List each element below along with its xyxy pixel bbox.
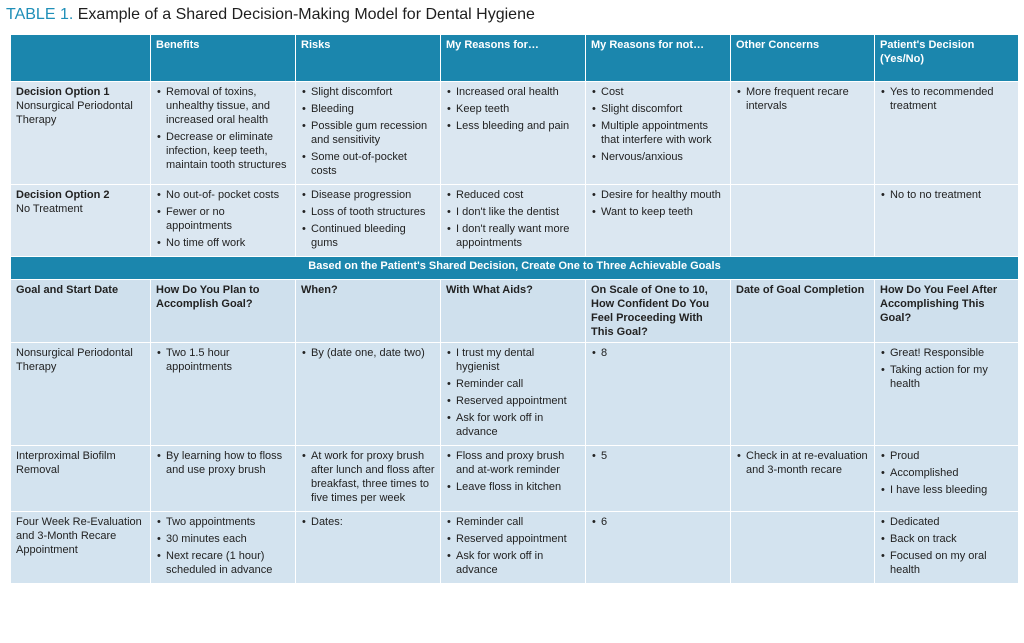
table-cell [151, 512, 296, 584]
bullet-item: • Ask for work off in advance [456, 411, 580, 439]
bullet-item: • Dates: [311, 515, 435, 529]
table-cell [875, 343, 1019, 446]
option-subtitle: No Treatment [16, 203, 83, 215]
bullet-list [301, 346, 435, 360]
goal-row [11, 446, 1019, 512]
goal-column-header: When? [296, 280, 441, 343]
bullet-item: • By (date one, date two) [311, 346, 435, 360]
bullet-item: • I trust my dental hygienist [456, 346, 580, 374]
decision-option-row [11, 185, 1019, 257]
column-header: My Reasons for… [441, 35, 586, 82]
table-title: Example of a Shared Decision-Making Model for Dental Hygiene [77, 6, 535, 23]
table-cell [296, 82, 441, 185]
bullet-item: • Fewer or no appointments [166, 205, 290, 233]
decision-table [10, 34, 1019, 584]
bullet-item: • No out-of- pocket costs [166, 188, 290, 202]
goals-banner-row [11, 257, 1019, 280]
goal-label: Four Week Re-Evaluation and 3-Month Recare Appointment [11, 512, 151, 584]
bullet-item: • Less bleeding and pain [456, 119, 580, 133]
bullet-list [156, 515, 290, 577]
table-cell [875, 82, 1019, 185]
decision-option-label [11, 185, 151, 257]
bullet-item: • Nervous/anxious [601, 150, 725, 164]
goal-label: Nonsurgical Periodontal Therapy [11, 343, 151, 446]
goal-column-header: Date of Goal Completion [731, 280, 875, 343]
bullet-item: • Loss of tooth structures [311, 205, 435, 219]
bullet-list [446, 449, 580, 494]
decision-option-label [11, 82, 151, 185]
table-cell [296, 343, 441, 446]
column-header: My Reasons for not… [586, 35, 731, 82]
bullet-item: • Taking action for my health [890, 363, 1013, 391]
column-header: Benefits [151, 35, 296, 82]
table-cell [731, 446, 875, 512]
bullet-item: • Two appointments [166, 515, 290, 529]
table-cell [296, 512, 441, 584]
bullet-item: • Next recare (1 hour) scheduled in advance [166, 549, 290, 577]
bullet-list [446, 346, 580, 439]
table-cell [441, 512, 586, 584]
bullet-item: • Dedicated [890, 515, 1013, 529]
bullet-item: • Some out-of-pocket costs [311, 150, 435, 178]
goal-column-header: Goal and Start Date [11, 280, 151, 343]
bullet-item: • 8 [601, 346, 725, 360]
bullet-item: • Desire for healthy mouth [601, 188, 725, 202]
bullet-list [591, 515, 725, 529]
table-cell [586, 185, 731, 257]
bullet-list [880, 346, 1013, 391]
table-cell [586, 512, 731, 584]
option-title: Decision Option 1 [16, 86, 110, 98]
goal-row [11, 343, 1019, 446]
bullet-item: • Slight discomfort [311, 85, 435, 99]
bullet-item: • I don't really want more appointments [456, 222, 580, 250]
bullet-item: • Reserved appointment [456, 394, 580, 408]
bullet-item: • Multiple appointments that interfere with work [601, 119, 725, 147]
table-cell [151, 343, 296, 446]
bullet-item: • Accomplished [890, 466, 1013, 480]
column-header: Patient's Decision (Yes/No) [875, 35, 1019, 82]
option-subtitle: Nonsurgical Periodontal Therapy [16, 100, 133, 126]
goals-banner: Based on the Patient's Shared Decision, Create One to Three Achievable Goals [11, 257, 1019, 280]
table-caption [6, 6, 535, 24]
bullet-item: • Check in at re-evaluation and 3-month recare [746, 449, 869, 477]
table-cell [296, 185, 441, 257]
bullet-item: • 6 [601, 515, 725, 529]
bullet-list [880, 85, 1013, 113]
bullet-item: • Proud [890, 449, 1013, 463]
bullet-item: • Two 1.5 hour appointments [166, 346, 290, 374]
table-cell [441, 185, 586, 257]
bullet-list [591, 188, 725, 219]
table-cell [731, 343, 875, 446]
bullet-item: • More frequent recare intervals [746, 85, 869, 113]
bullet-list [156, 85, 290, 172]
bullet-list [156, 346, 290, 374]
goal-column-header: With What Aids? [441, 280, 586, 343]
bullet-item: • Reduced cost [456, 188, 580, 202]
bullet-item: • Ask for work off in advance [456, 549, 580, 577]
table-cell [151, 185, 296, 257]
table-cell [731, 512, 875, 584]
goal-header-row [11, 280, 1019, 343]
goal-column-header: How Do You Plan to Accomplish Goal? [151, 280, 296, 343]
table-cell [441, 82, 586, 185]
table-cell [586, 82, 731, 185]
table-cell [875, 512, 1019, 584]
bullet-item: • I have less bleeding [890, 483, 1013, 497]
table-cell [151, 446, 296, 512]
option-title: Decision Option 2 [16, 189, 110, 201]
bullet-item: • Yes to recommended treatment [890, 85, 1013, 113]
table-cell [875, 446, 1019, 512]
table-cell [441, 446, 586, 512]
bullet-item: • Back on track [890, 532, 1013, 546]
column-header: Other Concerns [731, 35, 875, 82]
bullet-item: • Focused on my oral health [890, 549, 1013, 577]
bullet-list [591, 346, 725, 360]
table-number: TABLE 1. [6, 6, 74, 23]
bullet-item: • Removal of toxins, unhealthy tissue, and increased oral health [166, 85, 290, 127]
goal-row [11, 512, 1019, 584]
bullet-item: • No time off work [166, 236, 290, 250]
bullet-list [156, 188, 290, 250]
bullet-list [446, 85, 580, 133]
bullet-item: • Possible gum recession and sensitivity [311, 119, 435, 147]
bullet-item: • Great! Responsible [890, 346, 1013, 360]
decision-option-row [11, 82, 1019, 185]
table-cell [875, 185, 1019, 257]
bullet-list [736, 449, 869, 477]
bullet-item: • Slight discomfort [601, 102, 725, 116]
table-cell [441, 343, 586, 446]
bullet-item: • Leave floss in kitchen [456, 480, 580, 494]
bullet-item: • Decrease or eliminate infection, keep teeth, maintain tooth structures [166, 130, 290, 172]
bullet-item: • Bleeding [311, 102, 435, 116]
bullet-list [301, 188, 435, 250]
bullet-item: • By learning how to floss and use proxy brush [166, 449, 290, 477]
column-header [11, 35, 151, 82]
bullet-list [446, 188, 580, 250]
bullet-item: • No to no treatment [890, 188, 1013, 202]
table-body [11, 82, 1019, 584]
bullet-item: • Reserved appointment [456, 532, 580, 546]
table-cell [586, 343, 731, 446]
goal-column-header: On Scale of One to 10, How Confident Do You Feel Proceeding With This Goal? [586, 280, 731, 343]
bullet-item: • Keep teeth [456, 102, 580, 116]
table-cell [731, 185, 875, 257]
bullet-item: • I don't like the dentist [456, 205, 580, 219]
bullet-list [446, 515, 580, 577]
bullet-item: • Continued bleeding gums [311, 222, 435, 250]
bullet-item: • Cost [601, 85, 725, 99]
bullet-item: • Want to keep teeth [601, 205, 725, 219]
bullet-list [880, 188, 1013, 202]
bullet-item: • Disease progression [311, 188, 435, 202]
table-cell [586, 446, 731, 512]
goal-label: Interproximal Biofilm Removal [11, 446, 151, 512]
bullet-list [880, 449, 1013, 497]
bullet-list [880, 515, 1013, 577]
bullet-list [591, 449, 725, 463]
goal-column-header: How Do You Feel After Accomplishing This Goal? [875, 280, 1019, 343]
bullet-item: • 5 [601, 449, 725, 463]
bullet-list [156, 449, 290, 477]
table-cell [731, 82, 875, 185]
bullet-item: • Reminder call [456, 515, 580, 529]
bullet-item: • 30 minutes each [166, 532, 290, 546]
table-cell [151, 82, 296, 185]
bullet-list [301, 449, 435, 505]
bullet-list [591, 85, 725, 164]
header-row [11, 35, 1019, 82]
bullet-item: • Increased oral health [456, 85, 580, 99]
bullet-item: • Reminder call [456, 377, 580, 391]
table-cell [296, 446, 441, 512]
bullet-list [301, 515, 435, 529]
bullet-list [736, 85, 869, 113]
bullet-item: • Floss and proxy brush and at-work reminder [456, 449, 580, 477]
column-header: Risks [296, 35, 441, 82]
bullet-list [301, 85, 435, 178]
bullet-item: • At work for proxy brush after lunch and floss after breakfast, three times to five times per week [311, 449, 435, 505]
